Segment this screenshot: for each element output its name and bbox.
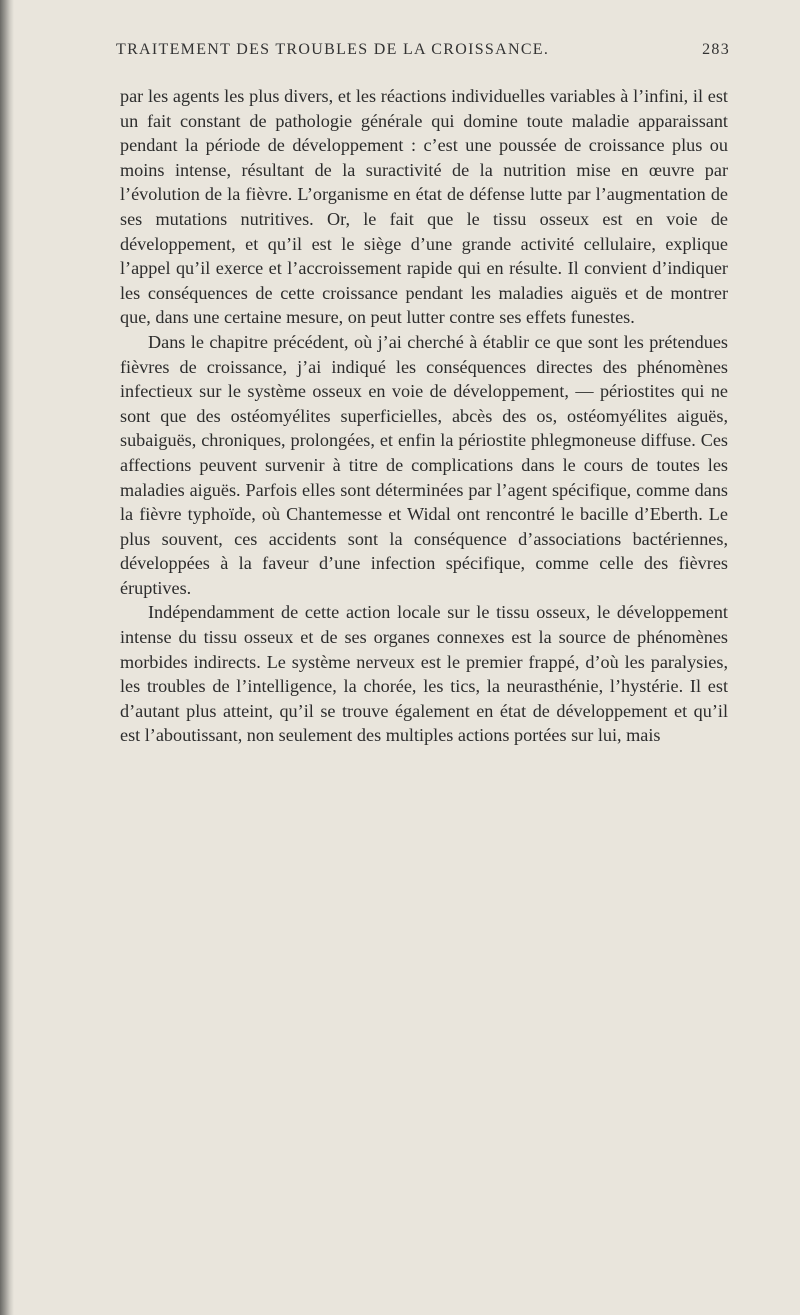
body-text — [120, 84, 728, 748]
paragraph: Indépendamment de cette action locale sur le tissu osseux, le développement intense du tissu osseux et de ses organes connexes est la source de phénomènes morbides indirects. Le système nerveux est le premier frappé, d’où les paralysies, les troubles de l’intelligence, la chorée, les tics, la neurasthénie, l’hystérie. Il est d’autant plus atteint, qu’il se trouve également en état de développement et qu’il est l’aboutissant, non seulement des multiples actions portées sur lui, mais — [120, 602, 728, 746]
paragraph-continued: par les agents les plus divers, et les réactions individuelles variables à l’infini, il est un fait constant de pathologie générale qui domine toute maladie apparaissant pendant la période de développement : c’est une poussée de croissance plus ou moins intense, résultant de la suractivité de la nutrition mise en œuvre par l’évolution de la fièvre. L’organisme en état de défense lutte par l’augmentation de ses mutations nutritives. Or, le fait que le tissu osseux est en voie de développement, et qu’il est le siège d’une grande activité cellulaire, explique l’appel qu’il exerce et l’accroissement rapide qui en résulte. Il convient d’indiquer les conséquences de cette croissance pendant les maladies aiguës et de montrer que, dans une certaine mesure, on peut lutter contre ses effets funestes. — [120, 86, 728, 328]
paragraph: Dans le chapitre précédent, où j’ai cherché à établir ce que sont les prétendues fièvres de croissance, j’ai indiqué les conséquences directes des phénomènes infectieux sur le système osseux en voie de développement, — périostites qui ne sont que des ostéomyélites superficielles, abcès des os, ostéomyélites aiguës, subaiguës, chroniques, prolongées, et enfin la périostite phlegmoneuse diffuse. Ces affections peuvent survenir à titre de complications dans le cours de toutes les maladies aiguës. Parfois elles sont déterminées par l’agent spécifique, comme dans la fièvre typhoïde, où Chantemesse et Widal ont rencontré le bacille d’Eberth. Le plus souvent, ces accidents sont la conséquence d’associations bactériennes, développées à la faveur d’une infection spécifique, comme celle des fièvres éruptives. — [120, 331, 728, 598]
running-head — [116, 41, 730, 59]
running-title: TRAITEMENT DES TROUBLES DE LA CROISSANCE. — [116, 41, 550, 58]
page-number: 283 — [702, 41, 730, 58]
